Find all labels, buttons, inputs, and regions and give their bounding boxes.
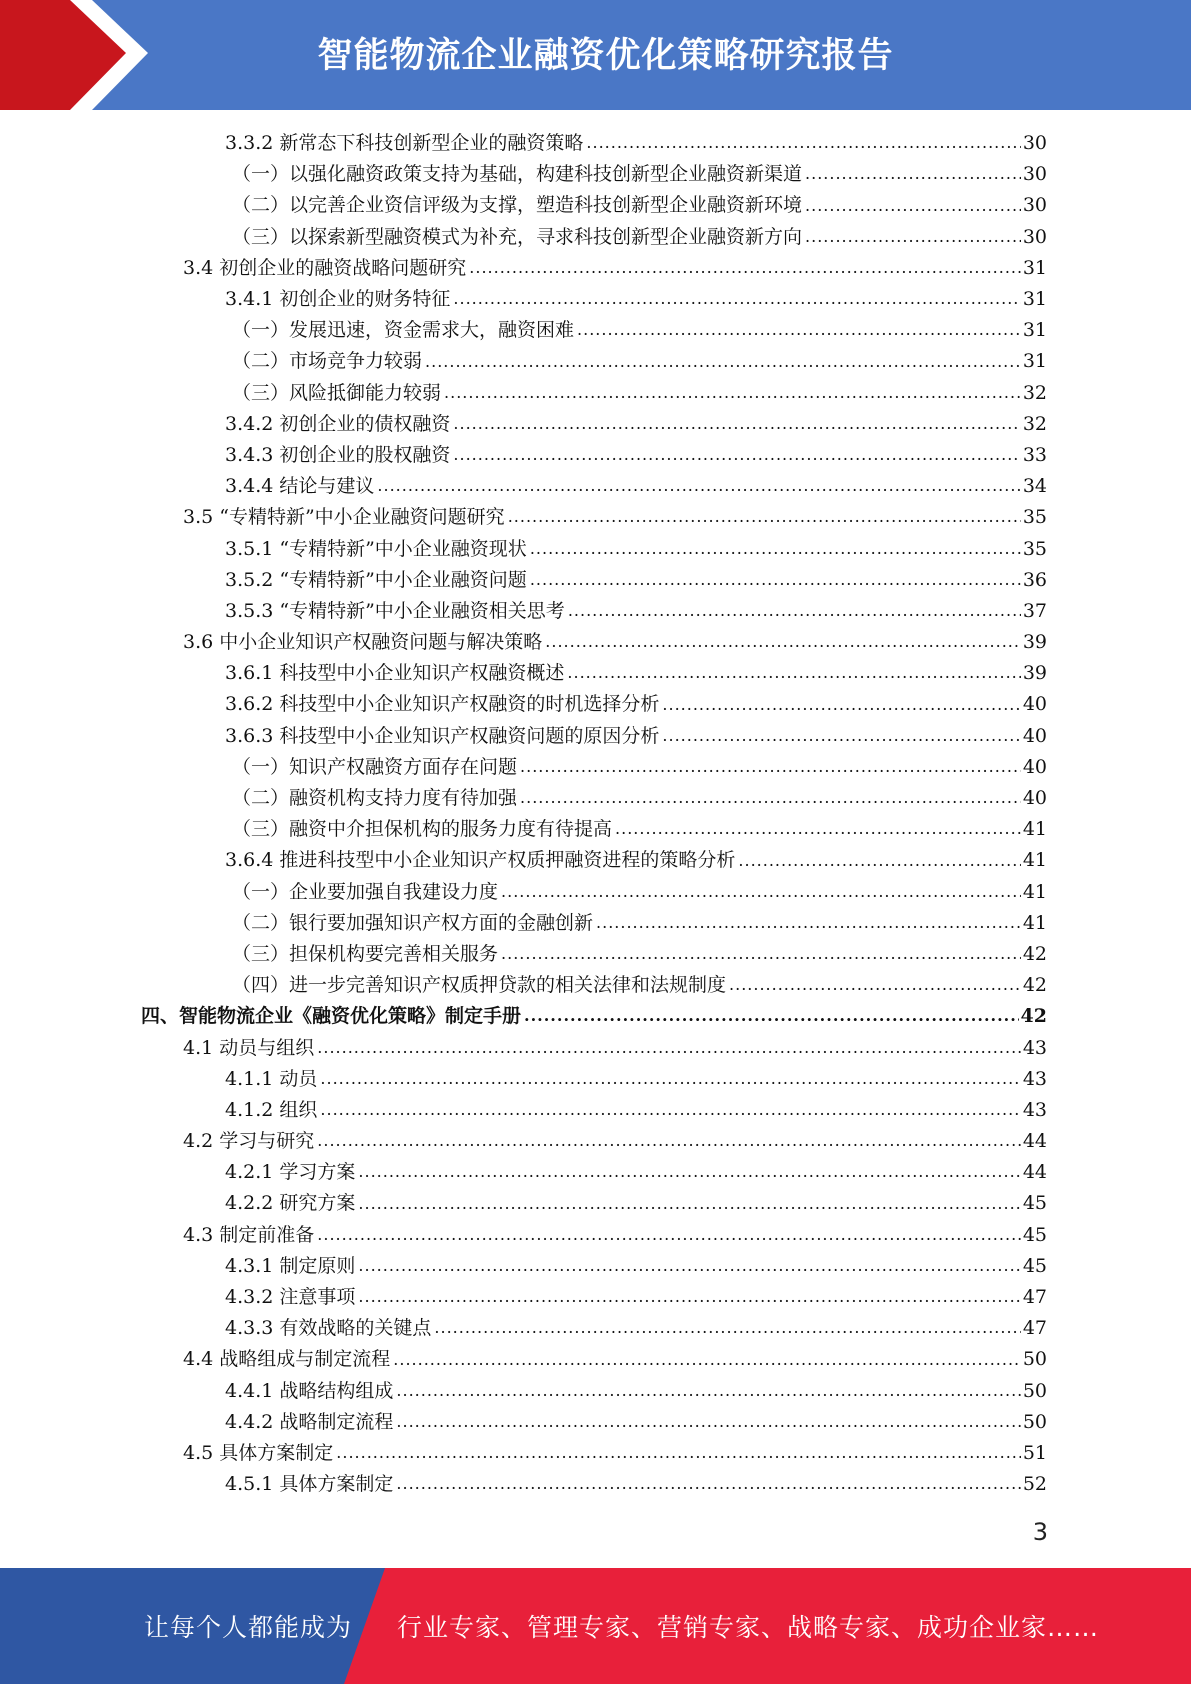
- toc-entry[interactable]: [0, 970, 1191, 1001]
- toc-entry-page: 40: [1022, 693, 1047, 716]
- toc-entry[interactable]: [0, 1001, 1191, 1032]
- toc-leader-dots: [545, 632, 1044, 651]
- toc-leader-dots: [320, 1069, 1044, 1088]
- toc-leader-dots: [738, 851, 1044, 870]
- toc-entry[interactable]: [0, 1032, 1191, 1063]
- toc-leader-dots: [444, 383, 1044, 402]
- toc-entry-page: 36: [1022, 568, 1047, 591]
- toc-entry-title: （二）银行要加强知识产权方面的金融创新: [232, 911, 594, 934]
- toc-entry-page: 45: [1022, 1223, 1047, 1246]
- toc-entry[interactable]: [0, 159, 1191, 190]
- toc-entry-page: 41: [1022, 849, 1047, 872]
- toc-entry-title: 4.2 学习与研究: [183, 1130, 315, 1153]
- toc-entry-page: 30: [1022, 163, 1047, 186]
- toc-leader-dots: [453, 414, 1044, 433]
- toc-entry[interactable]: [0, 284, 1191, 315]
- toc-entry-title: 3.5 “专精特新”中小企业融资问题研究: [183, 506, 505, 529]
- toc-leader-dots: [377, 476, 1044, 495]
- toc-leader-dots: [596, 913, 1044, 932]
- toc-entry[interactable]: [0, 845, 1191, 876]
- toc-entry-page: 30: [1022, 132, 1047, 155]
- toc-entry[interactable]: [0, 689, 1191, 720]
- toc-leader-dots: [317, 1038, 1044, 1057]
- toc-entry-page: 43: [1022, 1067, 1047, 1090]
- toc-entry-title: （一）发展迅速，资金需求大，融资困难: [232, 319, 575, 342]
- toc-entry-title: 4.4 战略组成与制定流程: [183, 1348, 391, 1371]
- toc-entry-title: 4.1 动员与组织: [183, 1036, 315, 1059]
- toc-leader-dots: [453, 445, 1044, 464]
- toc-entry-page: 30: [1022, 194, 1047, 217]
- toc-entry[interactable]: [0, 752, 1191, 783]
- toc-entry-page: 44: [1022, 1130, 1047, 1153]
- toc-entry-page: 43: [1022, 1098, 1047, 1121]
- toc-leader-dots: [568, 601, 1044, 620]
- toc-entry[interactable]: [0, 1376, 1191, 1407]
- toc-entry[interactable]: [0, 721, 1191, 752]
- toc-entry-title: 3.6.3 科技型中小企业知识产权融资问题的原因分析: [225, 724, 660, 747]
- toc-entry-title: 3.3.2 新常态下科技创新型企业的融资策略: [225, 132, 584, 155]
- toc-leader-dots: [358, 1194, 1044, 1213]
- toc-entry-page: 31: [1022, 319, 1047, 342]
- toc-entry[interactable]: [0, 128, 1191, 159]
- toc-leader-dots: [320, 1100, 1044, 1119]
- toc-entry[interactable]: [0, 1188, 1191, 1219]
- toc-entry-page: 31: [1022, 256, 1047, 279]
- toc-entry[interactable]: [0, 1469, 1191, 1500]
- toc-entry-page: 44: [1022, 1161, 1047, 1184]
- toc-leader-dots: [396, 1412, 1044, 1431]
- toc-entry-title: 4.4.2 战略制定流程: [225, 1410, 394, 1433]
- footer-slogan-left: 让每个人都能成为: [144, 1613, 353, 1642]
- toc-entry[interactable]: [0, 1095, 1191, 1126]
- toc-entry-page: 42: [1022, 942, 1047, 965]
- toc-leader-dots: [577, 320, 1044, 339]
- toc-leader-dots: [501, 882, 1044, 901]
- toc-leader-dots: [586, 133, 1044, 152]
- toc-entry-title: 4.3 制定前准备: [183, 1223, 315, 1246]
- toc-entry-title: 3.4.4 结论与建议: [225, 475, 375, 498]
- toc-leader-dots: [425, 352, 1044, 371]
- toc-entry-title: 4.5.1 具体方案制定: [225, 1473, 394, 1496]
- toc-entry-page: 33: [1022, 443, 1047, 466]
- toc-entry-title: （三）以探索新型融资模式为补充，寻求科技创新型企业融资新方向: [232, 225, 803, 248]
- toc-entry-page: 50: [1022, 1410, 1047, 1433]
- toc-entry-title: 3.6.2 科技型中小企业知识产权融资的时机选择分析: [225, 693, 660, 716]
- toc-entry-page: 37: [1022, 599, 1047, 622]
- toc-entry[interactable]: [0, 658, 1191, 689]
- toc-entry-page: 40: [1022, 724, 1047, 747]
- toc-entry[interactable]: [0, 1220, 1191, 1251]
- toc-entry[interactable]: [0, 814, 1191, 845]
- toc-entry-title: 3.4 初创企业的融资战略问题研究: [183, 256, 467, 279]
- toc-entry-page: 47: [1022, 1317, 1047, 1340]
- toc-entry-page: 39: [1022, 631, 1047, 654]
- toc-entry-title: （四）进一步完善知识产权质押贷款的相关法律和法规制度: [232, 974, 727, 997]
- toc-entry[interactable]: [0, 222, 1191, 253]
- toc-entry-page: 41: [1022, 911, 1047, 934]
- toc-leader-dots: [567, 663, 1044, 682]
- toc-entry-page: 34: [1022, 475, 1047, 498]
- toc-leader-dots: [317, 1225, 1044, 1244]
- toc-entry[interactable]: [0, 1251, 1191, 1282]
- toc-entry[interactable]: [0, 409, 1191, 440]
- toc-entry[interactable]: [0, 1126, 1191, 1157]
- toc-entry-page: 42: [1020, 1005, 1047, 1028]
- toc-leader-dots: [530, 539, 1044, 558]
- toc-leader-dots: [520, 788, 1044, 807]
- toc-entry-page: 31: [1022, 350, 1047, 373]
- toc-entry[interactable]: [0, 627, 1191, 658]
- toc-entry-title: 3.6.4 推进科技型中小企业知识产权质押融资进程的策略分析: [225, 849, 736, 872]
- toc-entry-title: （二）以完善企业资信评级为支撑，塑造科技创新型企业融资新环境: [232, 194, 803, 217]
- toc-entry[interactable]: [0, 346, 1191, 377]
- toc-leader-dots: [358, 1287, 1044, 1306]
- toc-entry-title: 3.5.2 “专精特新”中小企业融资问题: [225, 568, 527, 591]
- toc-entry[interactable]: [0, 190, 1191, 221]
- document-title: 智能物流企业融资优化策略研究报告: [317, 36, 894, 76]
- toc-entry-title: （三）融资中介担保机构的服务力度有待提高: [232, 818, 613, 841]
- toc-leader-dots: [358, 1162, 1044, 1181]
- toc-entry-title: （二）市场竞争力较弱: [232, 350, 423, 373]
- toc-entry-title: （三）担保机构要完善相关服务: [232, 942, 499, 965]
- toc-leader-dots: [501, 944, 1044, 963]
- toc-entry-page: 50: [1022, 1379, 1047, 1402]
- toc-entry[interactable]: [0, 440, 1191, 471]
- toc-entry[interactable]: [0, 533, 1191, 564]
- toc-entry-page: 45: [1022, 1254, 1047, 1277]
- toc-entry-title: 3.4.2 初创企业的债权融资: [225, 412, 451, 435]
- toc-leader-dots: [453, 289, 1044, 308]
- toc-entry[interactable]: [0, 908, 1191, 939]
- toc-entry-title: （一）以强化融资政策支持为基础，构建科技创新型企业融资新渠道: [232, 163, 803, 186]
- toc-entry-title: 3.6 中小企业知识产权融资问题与解决策略: [183, 631, 543, 654]
- toc-leader-dots: [662, 726, 1044, 745]
- page-number: 3: [1032, 1518, 1048, 1546]
- toc-leader-dots: [524, 1006, 1044, 1025]
- toc-entry[interactable]: [0, 877, 1191, 908]
- toc-leader-dots: [434, 1318, 1044, 1337]
- toc-entry[interactable]: [0, 565, 1191, 596]
- toc-entry[interactable]: [0, 253, 1191, 284]
- toc-entry-title: 四、智能物流企业《融资优化策略》制定手册: [141, 1005, 522, 1028]
- toc-leader-dots: [508, 507, 1044, 526]
- table-of-contents: [0, 128, 1191, 1500]
- toc-entry[interactable]: [0, 378, 1191, 409]
- toc-entry[interactable]: [0, 315, 1191, 346]
- toc-entry[interactable]: [0, 783, 1191, 814]
- toc-entry[interactable]: [0, 596, 1191, 627]
- toc-entry-page: 32: [1022, 381, 1047, 404]
- toc-entry[interactable]: [0, 502, 1191, 533]
- footer-slogan-right: 行业专家、管理专家、营销专家、战略专家、成功企业家……: [397, 1613, 1100, 1642]
- toc-entry-title: 4.1.2 组织: [225, 1098, 318, 1121]
- toc-entry[interactable]: [0, 1064, 1191, 1095]
- toc-entry-page: 30: [1022, 225, 1047, 248]
- toc-entry-page: 40: [1022, 787, 1047, 810]
- toc-leader-dots: [729, 975, 1044, 994]
- toc-leader-dots: [396, 1381, 1044, 1400]
- toc-entry-page: 31: [1022, 288, 1047, 311]
- toc-entry[interactable]: [0, 939, 1191, 970]
- toc-leader-dots: [520, 757, 1044, 776]
- toc-entry-page: 45: [1022, 1192, 1047, 1215]
- toc-entry-title: 3.6.1 科技型中小企业知识产权融资概述: [225, 662, 565, 685]
- toc-entry-page: 40: [1022, 755, 1047, 778]
- toc-entry-page: 35: [1022, 506, 1047, 529]
- toc-entry-page: 51: [1022, 1441, 1047, 1464]
- toc-entry-title: 4.4.1 战略结构组成: [225, 1379, 394, 1402]
- toc-entry-title: 4.2.1 学习方案: [225, 1161, 356, 1184]
- toc-entry-page: 41: [1022, 880, 1047, 903]
- toc-leader-dots: [336, 1443, 1044, 1462]
- toc-entry-title: （一）知识产权融资方面存在问题: [232, 755, 518, 778]
- toc-entry-title: 4.3.3 有效战略的关键点: [225, 1317, 432, 1340]
- toc-entry-page: 35: [1022, 537, 1047, 560]
- toc-entry-title: 3.4.1 初创企业的财务特征: [225, 288, 451, 311]
- toc-entry-title: （二）融资机构支持力度有待加强: [232, 787, 518, 810]
- toc-entry[interactable]: [0, 1407, 1191, 1438]
- toc-leader-dots: [805, 164, 1044, 183]
- toc-entry-page: 47: [1022, 1286, 1047, 1309]
- toc-entry-title: 3.4.3 初创企业的股权融资: [225, 443, 451, 466]
- toc-leader-dots: [662, 695, 1044, 714]
- toc-entry[interactable]: [0, 471, 1191, 502]
- toc-entry-title: 4.3.1 制定原则: [225, 1254, 356, 1277]
- toc-entry-title: 4.5 具体方案制定: [183, 1441, 334, 1464]
- toc-entry-page: 52: [1022, 1473, 1047, 1496]
- toc-entry-page: 41: [1022, 818, 1047, 841]
- toc-leader-dots: [615, 819, 1044, 838]
- toc-entry[interactable]: [0, 1282, 1191, 1313]
- toc-entry[interactable]: [0, 1157, 1191, 1188]
- toc-leader-dots: [396, 1474, 1044, 1493]
- toc-entry-page: 50: [1022, 1348, 1047, 1371]
- page-footer: [0, 1568, 1191, 1684]
- toc-leader-dots: [469, 258, 1044, 277]
- toc-entry[interactable]: [0, 1313, 1191, 1344]
- toc-entry[interactable]: [0, 1438, 1191, 1469]
- toc-entry-page: 39: [1022, 662, 1047, 685]
- toc-entry-title: 3.5.3 “专精特新”中小企业融资相关思考: [225, 599, 565, 622]
- toc-entry-page: 43: [1022, 1036, 1047, 1059]
- toc-entry[interactable]: [0, 1344, 1191, 1375]
- toc-entry-page: 42: [1022, 974, 1047, 997]
- toc-leader-dots: [530, 570, 1044, 589]
- toc-entry-title: 4.2.2 研究方案: [225, 1192, 356, 1215]
- toc-entry-title: 4.1.1 动员: [225, 1067, 318, 1090]
- toc-entry-title: （三）风险抵御能力较弱: [232, 381, 442, 404]
- toc-leader-dots: [805, 227, 1044, 246]
- toc-entry-title: 4.3.2 注意事项: [225, 1286, 356, 1309]
- toc-entry-title: 3.5.1 “专精特新”中小企业融资现状: [225, 537, 527, 560]
- toc-entry-page: 32: [1022, 412, 1047, 435]
- toc-leader-dots: [358, 1256, 1044, 1275]
- page-header: [0, 0, 1191, 110]
- toc-entry-title: （一）企业要加强自我建设力度: [232, 880, 499, 903]
- toc-leader-dots: [393, 1350, 1044, 1369]
- toc-leader-dots: [317, 1131, 1044, 1150]
- toc-leader-dots: [805, 196, 1044, 215]
